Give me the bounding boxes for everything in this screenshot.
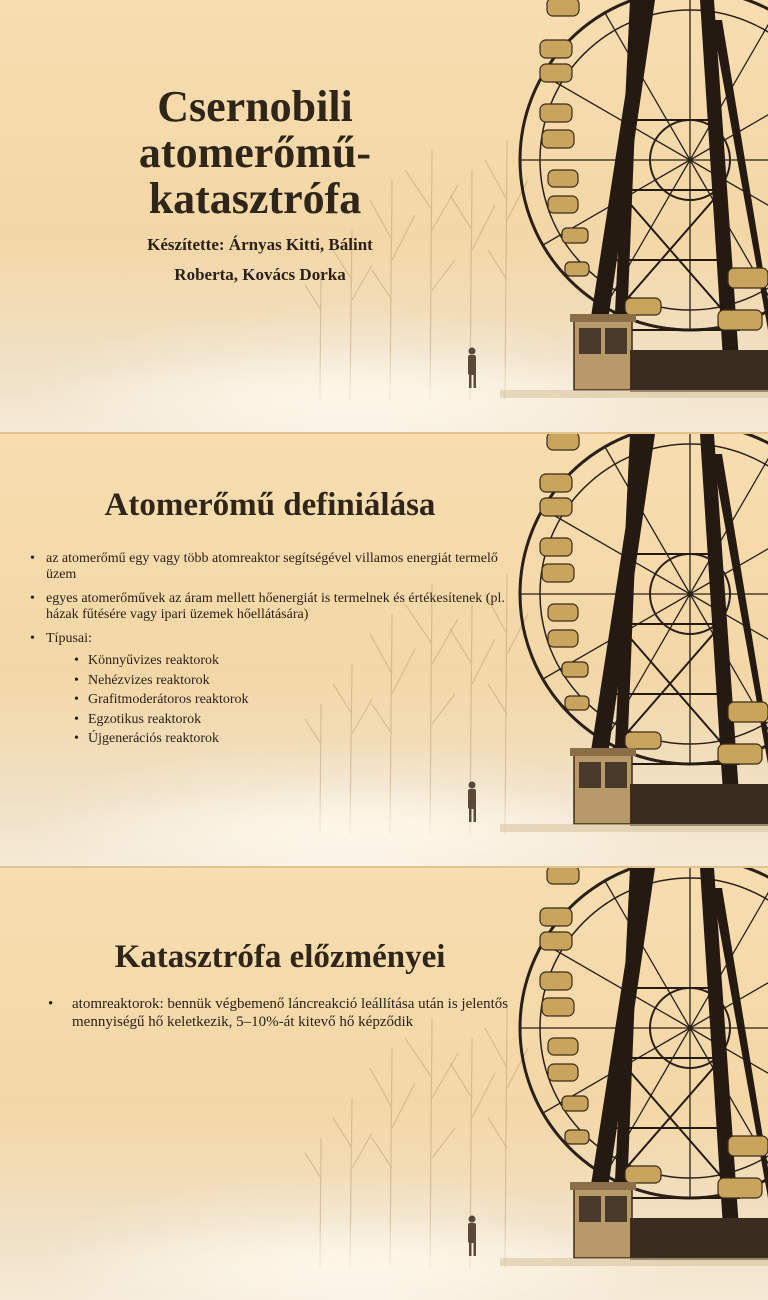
list-item: • Nehézvizes reaktorok <box>74 673 520 689</box>
reactor-types-list <box>46 653 520 747</box>
slide-heading: Atomerőmű definiálása <box>104 487 436 523</box>
slide-antecedents <box>0 866 768 1300</box>
list-item: • egyes atomerőművek az áram mellett hőenergiát is termelnek és értékesítenek (pl. házak fűtésére vagy ipari üzemek hőellátására) <box>30 591 520 623</box>
list-item: • atomreaktorok: bennük végbemenő láncreakció leállítása után is jelentős mennyiségű hő keletkezik, 5–10%-át kitevő hő képződik <box>48 995 518 1031</box>
types-label: Típusai: <box>46 631 92 646</box>
list-item <box>30 631 520 747</box>
list-item: • Könnyűvizes reaktorok <box>74 653 520 669</box>
list-item: • az atomerőmű egy vagy több atomreaktor segítségével villamos energiát termelő üzem <box>30 551 520 583</box>
list-item: • Grafitmoderátoros reaktorok <box>74 692 520 708</box>
bullet-list <box>48 995 518 1039</box>
author-line-1: Készítette: Árnyas Kitti, Bálint <box>147 235 373 254</box>
list-item: • Egzotikus reaktorok <box>74 712 520 728</box>
slide-title-heading: Csernobili atomerőmű-katasztrófa <box>138 82 372 224</box>
slide-heading: Katasztrófa előzményei <box>114 939 446 975</box>
author-line-2: Roberta, Kovács Dorka <box>174 264 346 284</box>
list-item: • Újgenerációs reaktorok <box>74 731 520 747</box>
slide-definition <box>0 432 768 866</box>
author-line <box>120 230 400 290</box>
slide-title <box>0 0 768 432</box>
bullet-list <box>30 551 520 755</box>
